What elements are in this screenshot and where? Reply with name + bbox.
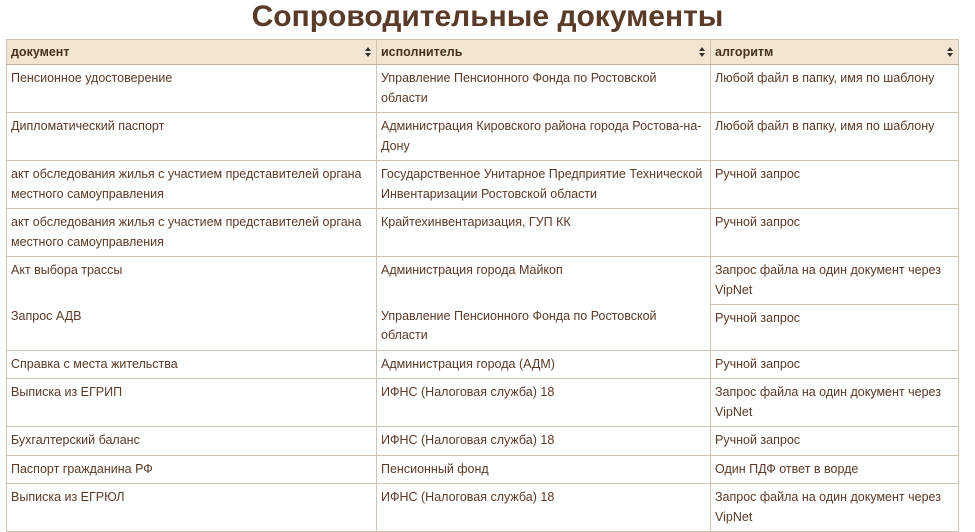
table-row[interactable]	[7, 484, 959, 532]
sort-icon[interactable]	[947, 47, 953, 57]
column-header-algorithm[interactable]	[711, 40, 959, 65]
cell-executor: Государственное Унитарное Предприятие Технической Инвентаризации Ростовской области	[377, 161, 711, 209]
cell-document: Акт выбора трассы	[7, 257, 377, 305]
table-row[interactable]	[7, 455, 959, 484]
cell-algorithm: Запрос файла на один документ через VipNet	[711, 484, 959, 532]
cell-algorithm: Ручной запрос	[711, 161, 959, 209]
cell-document: Паспорт гражданина РФ	[7, 455, 377, 484]
cell-algorithm: Ручной запрос	[711, 350, 959, 379]
table-row[interactable]	[7, 427, 959, 456]
cell-executor: Пенсионный фонд	[377, 455, 711, 484]
table-row[interactable]	[7, 161, 959, 209]
cell-algorithm: Запрос файла на один документ через VipNet	[711, 257, 959, 305]
column-header-executor[interactable]	[377, 40, 711, 65]
table-row[interactable]	[7, 113, 959, 161]
cell-algorithm: Любой файл в папку, имя по шаблону	[711, 113, 959, 161]
column-header-label: документ	[11, 45, 70, 59]
cell-executor: Крайтехинвентаризация, ГУП КК	[377, 209, 711, 257]
table-row[interactable]	[7, 350, 959, 379]
cell-document: Пенсионное удостоверение	[7, 65, 377, 113]
table-row[interactable]	[7, 65, 959, 113]
cell-document: Справка с места жительства	[7, 350, 377, 379]
cell-document: Выписка из ЕГРЮЛ	[7, 484, 377, 532]
cell-algorithm: Один ПДФ ответ в ворде	[711, 455, 959, 484]
cell-executor: Администрация Кировского района города Ростова-на-Дону	[377, 113, 711, 161]
cell-algorithm: Любой файл в папку, имя по шаблону	[711, 65, 959, 113]
column-header-label: алгоритм	[715, 45, 774, 59]
table-header-row	[7, 40, 959, 65]
cell-document: Запрос АДВ	[7, 305, 377, 351]
cell-algorithm: Ручной запрос	[711, 305, 959, 351]
cell-algorithm: Ручной запрос	[711, 209, 959, 257]
column-header-label: исполнитель	[381, 45, 463, 59]
cell-executor: Администрация города (АДМ)	[377, 350, 711, 379]
table-row[interactable]	[7, 209, 959, 257]
documents-table	[6, 39, 959, 532]
cell-algorithm: Запрос файла на один документ через VipNet	[711, 379, 959, 427]
cell-executor: Управление Пенсионного Фонда по Ростовской области	[377, 305, 711, 351]
sort-icon[interactable]	[365, 47, 371, 57]
cell-executor: ИФНС (Налоговая служба) 18	[377, 427, 711, 456]
cell-document: акт обследования жилья с участием представителей органа местного самоуправления	[7, 209, 377, 257]
cell-executor: ИФНС (Налоговая служба) 18	[377, 379, 711, 427]
page-title: Сопроводительные документы	[251, 0, 724, 33]
table-row[interactable]	[7, 305, 959, 351]
cell-algorithm: Ручной запрос	[711, 427, 959, 456]
table-row[interactable]	[7, 379, 959, 427]
cell-document: Выписка из ЕГРИП	[7, 379, 377, 427]
cell-document: Бухгалтерский баланс	[7, 427, 377, 456]
column-header-document[interactable]	[7, 40, 377, 65]
cell-executor: ИФНС (Налоговая служба) 18	[377, 484, 711, 532]
cell-document: Дипломатический паспорт	[7, 113, 377, 161]
sort-icon[interactable]	[699, 47, 705, 57]
cell-executor: Администрация города Майкоп	[377, 257, 711, 305]
cell-document: акт обследования жилья с участием представителей органа местного самоуправления	[7, 161, 377, 209]
table-row[interactable]	[7, 257, 959, 305]
cell-executor: Управление Пенсионного Фонда по Ростовской области	[377, 65, 711, 113]
